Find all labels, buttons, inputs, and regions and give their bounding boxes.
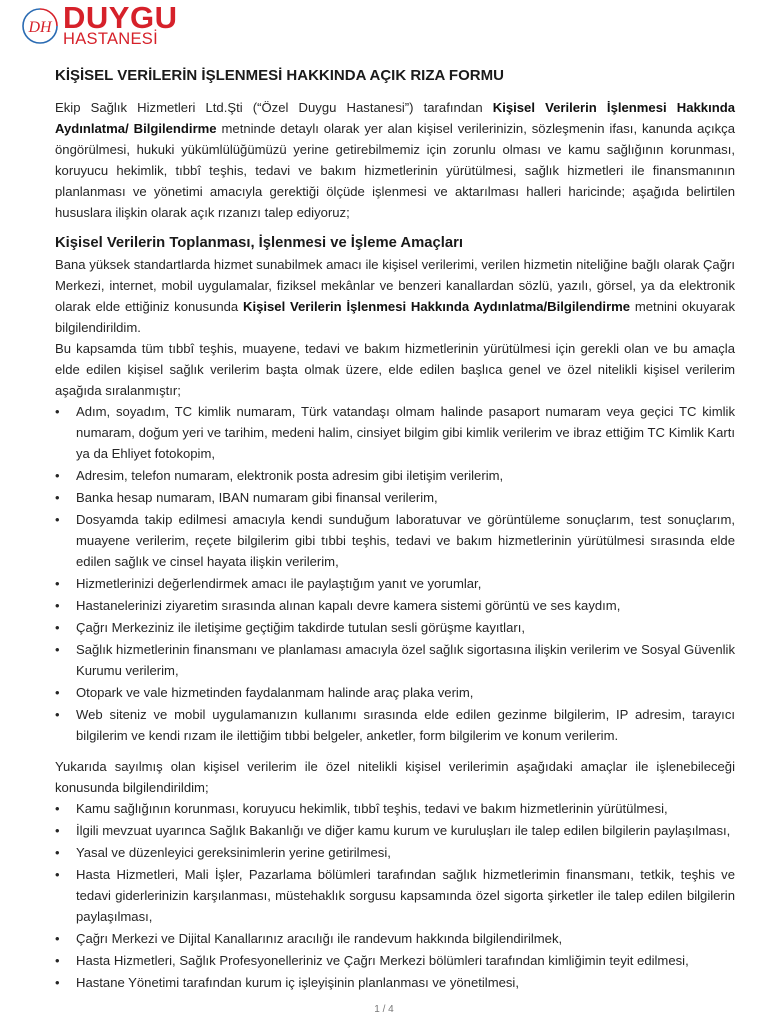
logo-name: DUYGU [63,0,178,35]
document-body [55,66,735,994]
hospital-logo-icon [20,6,60,46]
section-paragraph-1: Bana yüksek standartlarda hizmet sunabilmek amacı ile kişisel verilerimi, verilen hizmetin niteliğine bağlı olarak Çağrı Merkezi, internet, mobil uygulamalar, fiziksel mekânlar ve benzeri kanallardan sözlü, yazılı, görsel, ya da elektronik olarak elde ettiğiniz konusunda Kişisel Verilerin İşlenmesi Hakkında Aydınlatma/Bilgilendirme metnini okuyarak bilgilendirildim. [55,257,735,335]
list-item: • Adresim, telefon numaram, elektronik posta adresim gibi iletişim verilerim, [55,465,735,486]
purposes-paragraph: Yukarıda sayılmış olan kişisel verilerim ile özel nitelikli kişisel verilerimin aşağıdaki amaçlar ile işlenebileceği konusunda bilgilendirildim; [55,759,735,795]
list-item: • Otopark ve vale hizmetinden faydalanmam halinde araç plaka verim, [55,682,735,703]
list-item: • Çağrı Merkeziniz ile iletişime geçtiğim takdirde tutulan sesli görüşme kayıtları, [55,617,735,638]
section-heading: Kişisel Verilerin Toplanması, İşlenmesi ve İşleme Amaçları [55,235,463,251]
list-item: • Banka hesap numaram, IBAN numaram gibi finansal verilerim, [55,487,735,508]
hospital-logo [20,0,178,48]
list-item: • Çağrı Merkezi ve Dijital Kanallarınız aracılığı ile randevum hakkında bilgilendirilmek, [55,928,735,949]
logo-subtitle: HASTANESİ [63,30,158,48]
list-item: • Hastane Yönetimi tarafından kurum iç işleyişinin planlanması ve yönetilmesi, [55,972,735,993]
logo-monogram: DH [28,18,52,36]
list-item: • Adım, soyadım, TC kimlik numaram, Türk vatandaşı olmam halinde pasaport numaram veya geçici TC kimlik numaram, doğum yeri ve tarihim, medeni halim, cinsiyet bilgim gibi kimlik verilerim ve ibraz ettiğim TC Kimlik Kartı ya da Ehliyet fotokopim, [55,401,735,464]
personal-data-list [55,401,735,746]
intro-paragraph: Ekip Sağlık Hizmetleri Ltd.Şti (“Özel Duygu Hastanesi”) tarafından Kişisel Verilerin İşlenmesi Hakkında Aydınlatma/ Bilgilendirme metninde detaylı olarak yer alan kişisel verilerinizin, sözleşmenin ifası, kanunda açıkça öngörülmesi, hukuki yükümlülüğümüzü yerine getirebilmemiz için zorunlu olması ve kamu sağlığının korunması, koruyucu hekimlik, tıbbî teşhis, tedavi ve bakım hizmetlerinin yürütülmesi, sağlık hizmetleri ile finansmanının planlanması ve yönetimi amacıyla gerektiği ölçüde işlenmesi ve aktarılması halleri haricinde; aşağıda belirtilen hususlara ilişkin olarak açık rızanızı talep ediyoruz; [55,100,735,220]
section-paragraph-2: Bu kapsamda tüm tıbbî teşhis, muayene, tedavi ve bakım hizmetlerinin yürütülmesi için gerekli olan ve bu amaçla elde edilen kişisel sağlık verilerim başta olmak üzere, elde edilen başlıca genel ve özel nitelikli kişisel verilerim aşağıda sıralanmıştır; [55,341,735,398]
list-item: • Hasta Hizmetleri, Sağlık Profesyonelleriniz ve Çağrı Merkezi bölümleri tarafından kimliğimin teyit edilmesi, [55,950,735,971]
list-item: • Yasal ve düzenleyici gereksinimlerin yerine getirilmesi, [55,842,735,863]
list-item: • Dosyamda takip edilmesi amacıyla kendi sunduğum laboratuvar ve görüntüleme sonuçlarım, test sonuçlarım, muayene verilerim, reçete bilgilerim gibi tıbbi teşhis, tedavi ve bakım hizmetlerinin yürütülmesi sırasında elde edilen sağlık ve cinsel hayata ilişkin verilerim, [55,509,735,572]
list-item: • Hasta Hizmetleri, Mali İşler, Pazarlama bölümleri tarafından sağlık hizmetlerimin finansmanı, tetkik, teşhis ve tedavi giderlerinizin karşılanması, müstehaklık sorgusu kapsamında özel sigorta şirketler ile talep edilen bilgilerin paylaşılması, [55,864,735,927]
document-title: KİŞİSEL VERİLERİN İŞLENMESİ HAKKINDA AÇIK RIZA FORMU [55,67,504,84]
list-item: • Web siteniz ve mobil uygulamanızın kullanımı sırasında elde edilen gezinme bilgilerim, IP adresim, tarayıcı bilgilerim ve kendi rızam ile ilettiğim tıbbi belgeler, anketler, form bilgilerim ve konum verilerim. [55,704,735,746]
list-item: • Hastanelerinizi ziyaretim sırasında alınan kapalı devre kamera sistemi görüntü ve ses kaydım, [55,595,735,616]
list-item: • İlgili mevzuat uyarınca Sağlık Bakanlığı ve diğer kamu kurum ve kuruluşları ile talep edilen bilgilerin paylaşılması, [55,820,735,841]
list-item: • Sağlık hizmetlerinin finansmanı ve planlaması amacıyla özel sağlık sigortasına ilişkin verilerim ve Sosyal Güvenlik Kurumu verilerim, [55,639,735,681]
processing-purposes-list [55,798,735,993]
page-number: 1 / 4 [374,1004,394,1015]
list-item: • Hizmetlerinizi değerlendirmek amacı ile paylaştığım yanıt ve yorumlar, [55,573,735,594]
list-item: • Kamu sağlığının korunması, koruyucu hekimlik, tıbbî teşhis, tedavi ve bakım hizmetlerinin yürütülmesi, [55,798,735,819]
